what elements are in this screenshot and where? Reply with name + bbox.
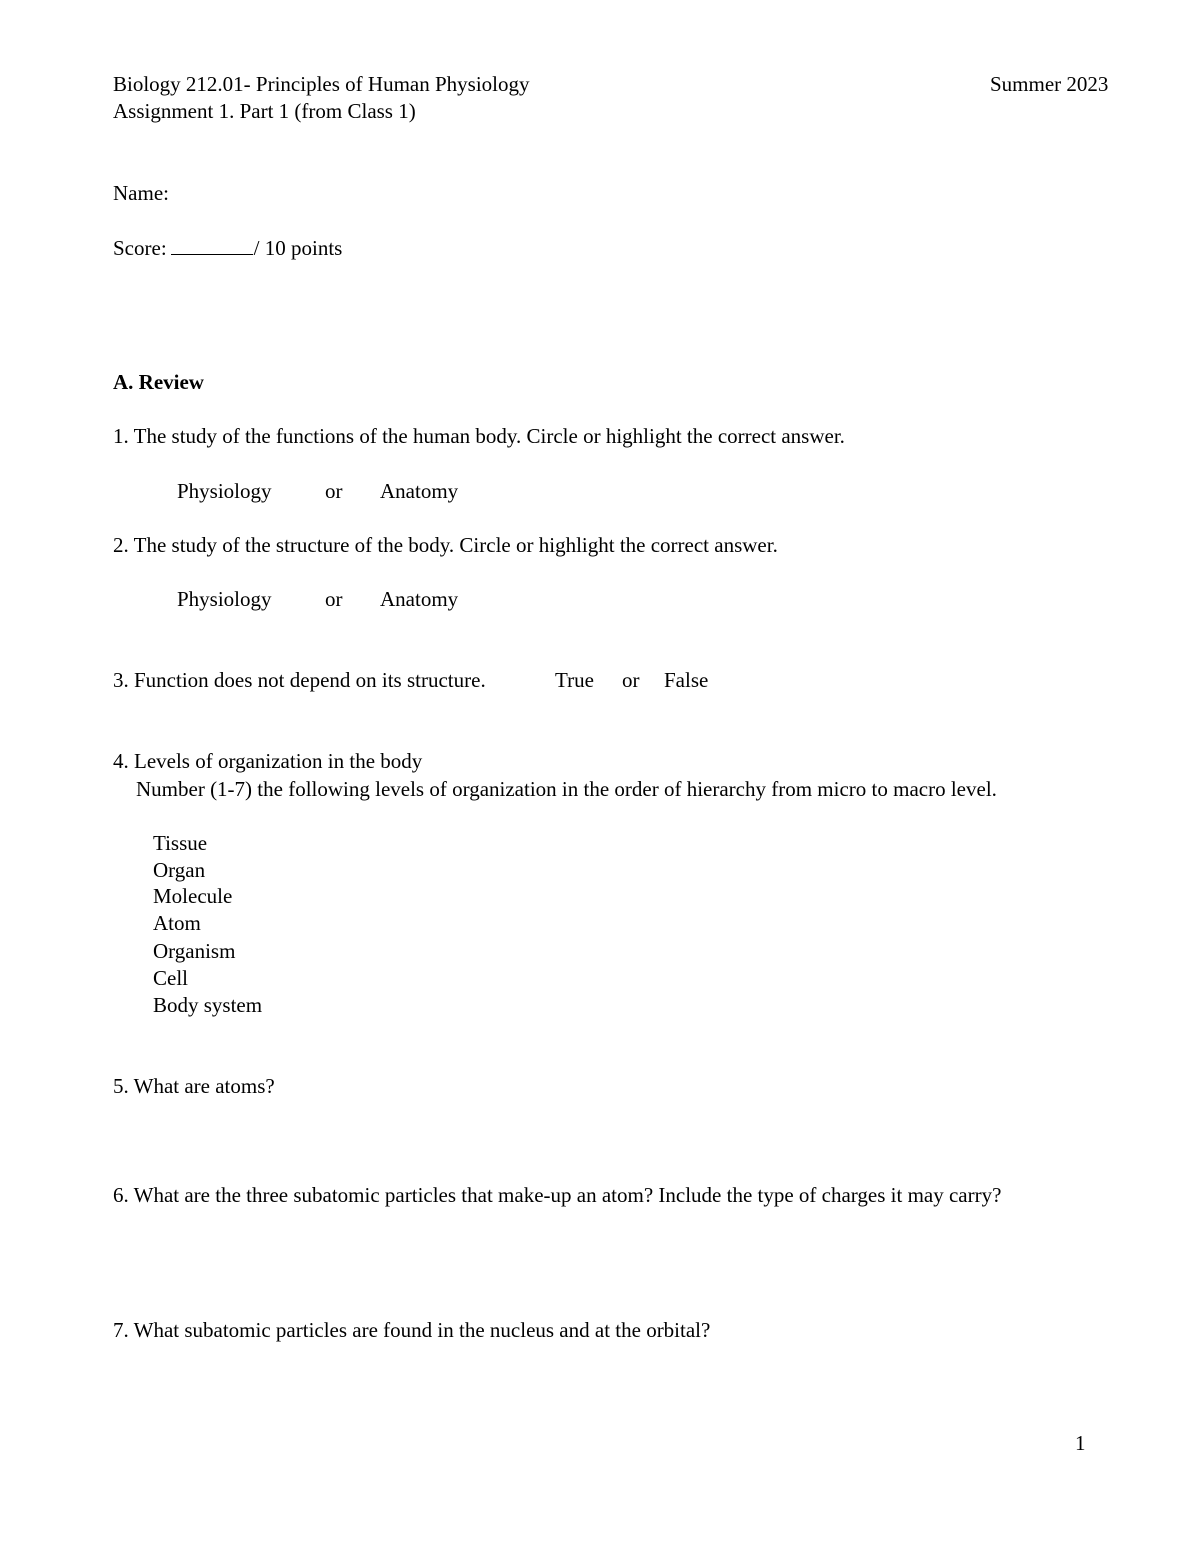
term-label: Summer 2023 xyxy=(990,72,1109,96)
question-7-text: 7. What subatomic particles are found in the nucleus and at the orbital? xyxy=(113,1318,711,1342)
question-1-choices xyxy=(0,481,1200,505)
question-3-separator: or xyxy=(622,668,640,692)
level-item-cell: Cell xyxy=(153,966,188,990)
section-a-heading: A. Review xyxy=(113,370,204,394)
question-2-option-physiology[interactable]: Physiology xyxy=(177,587,272,611)
page-number: 1 xyxy=(1075,1431,1086,1455)
question-1-option-anatomy[interactable]: Anatomy xyxy=(380,479,459,503)
question-3-row xyxy=(0,670,1200,694)
score-blank[interactable] xyxy=(171,237,253,255)
score-suffix: / 10 points xyxy=(253,236,343,260)
question-4-title: 4. Levels of organization in the body xyxy=(113,749,423,773)
level-item-organism: Organism xyxy=(153,939,236,963)
level-item-organ: Organ xyxy=(153,858,206,882)
question-6-text: 6. What are the three subatomic particles that make-up an atom? Include the type of charges it may carry? xyxy=(113,1183,1002,1207)
question-2-separator: or xyxy=(325,587,343,611)
question-3-option-true[interactable]: True xyxy=(555,668,594,692)
assignment-title: Assignment 1. Part 1 (from Class 1) xyxy=(113,99,416,123)
question-2-option-anatomy[interactable]: Anatomy xyxy=(380,587,459,611)
question-3-text: 3. Function does not depend on its structure. xyxy=(113,668,486,692)
question-1-option-physiology[interactable]: Physiology xyxy=(177,479,272,503)
question-5-text: 5. What are atoms? xyxy=(113,1074,275,1098)
score-line xyxy=(113,237,342,259)
question-2-text: 2. The study of the structure of the body. Circle or highlight the correct answer. xyxy=(113,533,778,557)
score-label: Score: xyxy=(113,236,167,260)
level-item-body-system: Body system xyxy=(153,993,263,1017)
question-1-text: 1. The study of the functions of the human body. Circle or highlight the correct answer. xyxy=(113,424,845,448)
question-1-separator: or xyxy=(325,479,343,503)
level-item-tissue: Tissue xyxy=(153,831,208,855)
level-item-atom: Atom xyxy=(153,911,201,935)
question-2-choices xyxy=(0,589,1200,613)
course-title: Biology 212.01- Principles of Human Physiology xyxy=(113,72,530,96)
question-3-option-false[interactable]: False xyxy=(664,668,709,692)
name-label: Name: xyxy=(113,181,169,205)
level-item-molecule: Molecule xyxy=(153,884,233,908)
question-4-instruction: Number (1-7) the following levels of organization in the order of hierarchy from micro to macro level. xyxy=(136,777,997,801)
